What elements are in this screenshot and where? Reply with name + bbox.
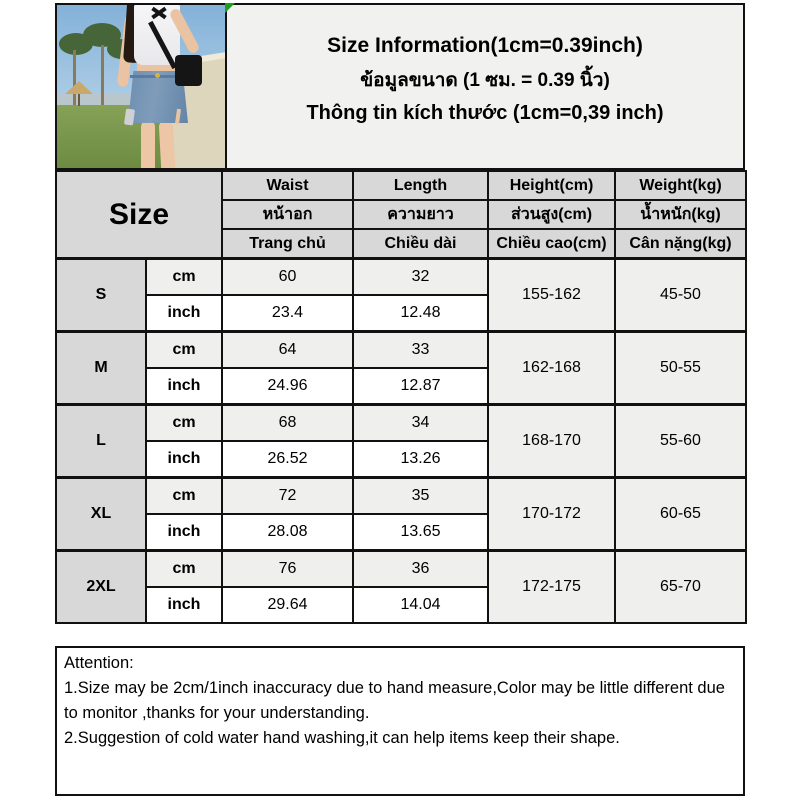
- size-corner-header: Size: [56, 171, 222, 259]
- unit-inch-cell: inch: [146, 587, 222, 623]
- length-cm-value: 33: [353, 332, 488, 369]
- col-header-length-th: ความยาว: [353, 200, 488, 229]
- product-photo: [57, 5, 227, 168]
- waist-cm-value: 64: [222, 332, 353, 369]
- waist-inch-value: 23.4: [222, 295, 353, 332]
- attention-line-2: 2.Suggestion of cold water hand washing,it can help items keep their shape.: [64, 729, 620, 748]
- unit-cm-cell: cm: [146, 478, 222, 515]
- unit-cm-cell: cm: [146, 259, 222, 296]
- waist-inch-value: 29.64: [222, 587, 353, 623]
- waist-cm-value: 76: [222, 551, 353, 588]
- height-range-cell: 155-162: [488, 259, 615, 332]
- photo-palm-trunk: [101, 45, 104, 105]
- title-thai: ข้อมูลขนาด (1 ซม. = 0.39 นิ้ว): [360, 70, 610, 91]
- col-header-weight-en: Weight(kg): [615, 171, 746, 200]
- waist-cm-value: 68: [222, 405, 353, 442]
- weight-range-cell: 45-50: [615, 259, 746, 332]
- attention-line-1: 1.Size may be 2cm/1inch inaccuracy due to hand measure,Color may be little different due to monitor ,thanks for your understanding.: [64, 679, 725, 723]
- height-range-cell: 172-175: [488, 551, 615, 624]
- waist-inch-value: 24.96: [222, 368, 353, 405]
- unit-inch-cell: inch: [146, 295, 222, 332]
- table-row: [56, 551, 746, 588]
- header-box: [55, 3, 745, 170]
- weight-range-cell: 55-60: [615, 405, 746, 478]
- col-header-weight-th: น้ำหนัก(kg): [615, 200, 746, 229]
- unit-inch-cell: inch: [146, 441, 222, 478]
- photo-black-bag: [175, 55, 202, 86]
- col-header-waist-th: หน้าอก: [222, 200, 353, 229]
- unit-cm-cell: cm: [146, 332, 222, 369]
- length-cm-value: 32: [353, 259, 488, 296]
- size-table: [55, 170, 747, 624]
- table-row: [56, 478, 746, 515]
- weight-range-cell: 60-65: [615, 478, 746, 551]
- col-header-waist-en: Waist: [222, 171, 353, 200]
- length-inch-value: 12.87: [353, 368, 488, 405]
- length-inch-value: 13.26: [353, 441, 488, 478]
- photo-umbrella-pole: [78, 94, 80, 106]
- size-label-cell: 2XL: [56, 551, 146, 624]
- weight-range-cell: 50-55: [615, 332, 746, 405]
- attention-note: [55, 646, 745, 796]
- length-cm-value: 36: [353, 551, 488, 588]
- height-range-cell: 162-168: [488, 332, 615, 405]
- col-header-length-en: Length: [353, 171, 488, 200]
- table-row: [56, 259, 746, 296]
- waist-cm-value: 72: [222, 478, 353, 515]
- col-header-height-vi: Chiều cao(cm): [488, 229, 615, 259]
- col-header-weight-vi: Cân nặng(kg): [615, 229, 746, 259]
- title-block: [227, 5, 743, 168]
- photo-skirt-button: [155, 73, 160, 78]
- waist-cm-value: 60: [222, 259, 353, 296]
- length-inch-value: 14.04: [353, 587, 488, 623]
- photo-model-leg: [159, 120, 176, 168]
- length-cm-value: 34: [353, 405, 488, 442]
- col-header-waist-vi: Trang chủ: [222, 229, 353, 259]
- length-cm-value: 35: [353, 478, 488, 515]
- length-inch-value: 12.48: [353, 295, 488, 332]
- title-vietnamese: Thông tin kích thước (1cm=0,39 inch): [306, 102, 664, 124]
- length-inch-value: 13.65: [353, 514, 488, 551]
- table-row: [56, 332, 746, 369]
- unit-inch-cell: inch: [146, 368, 222, 405]
- attention-heading: Attention:: [64, 654, 134, 672]
- col-header-length-vi: Chiều dài: [353, 229, 488, 259]
- photo-palm-trunk: [73, 50, 76, 105]
- weight-range-cell: 65-70: [615, 551, 746, 624]
- unit-inch-cell: inch: [146, 514, 222, 551]
- height-range-cell: 168-170: [488, 405, 615, 478]
- height-range-cell: 170-172: [488, 478, 615, 551]
- size-label-cell: M: [56, 332, 146, 405]
- waist-inch-value: 26.52: [222, 441, 353, 478]
- size-label-cell: XL: [56, 478, 146, 551]
- col-header-height-en: Height(cm): [488, 171, 615, 200]
- photo-water: [57, 93, 137, 105]
- title-english: Size Information(1cm=0.39inch): [327, 34, 643, 57]
- photo-beach-umbrella: [65, 81, 93, 94]
- header-row-english: [56, 171, 746, 200]
- waist-inch-value: 28.08: [222, 514, 353, 551]
- unit-cm-cell: cm: [146, 405, 222, 442]
- table-row: [56, 405, 746, 442]
- photo-model-leg: [141, 120, 155, 168]
- size-label-cell: L: [56, 405, 146, 478]
- col-header-height-th: ส่วนสูง(cm): [488, 200, 615, 229]
- green-corner-marker: [225, 3, 235, 13]
- size-label-cell: S: [56, 259, 146, 332]
- unit-cm-cell: cm: [146, 551, 222, 588]
